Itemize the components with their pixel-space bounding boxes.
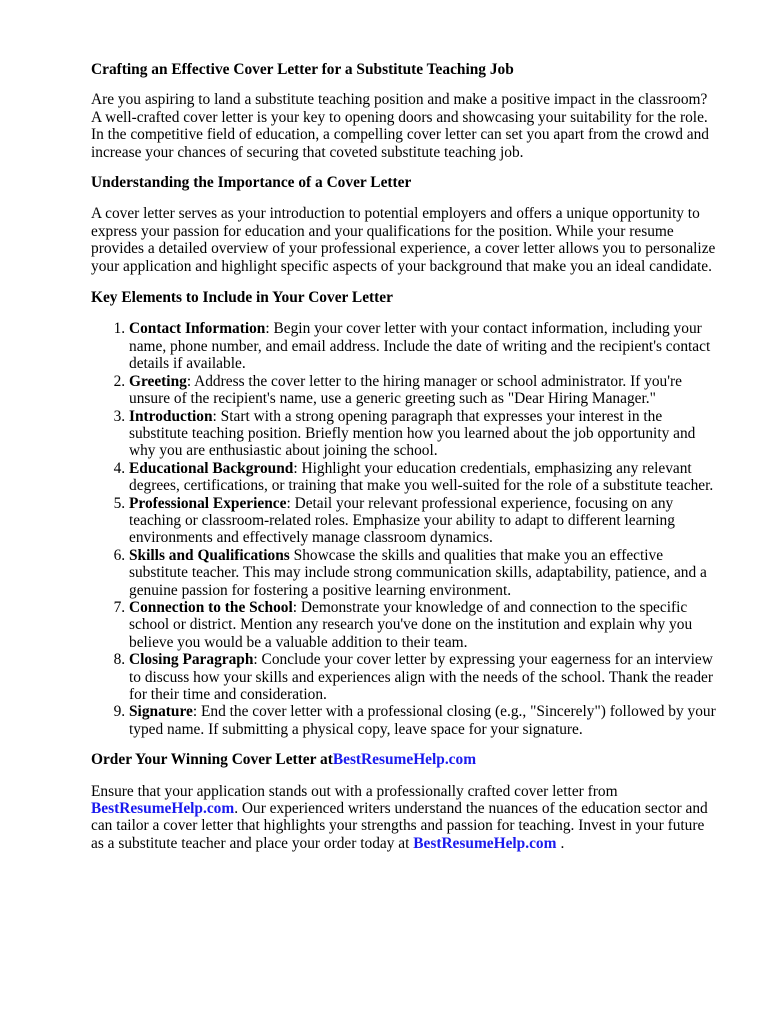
order-heading-link[interactable]: BestResumeHelp.com (332, 751, 477, 769)
list-item-sep: : (292, 598, 298, 616)
list-item-sep: : (293, 459, 298, 477)
intro-paragraph: Are you aspiring to land a substitute teaching position and make a positive impact in the classroom? A well-crafted cover letter is your key to opening doors and showcasing your suitability for the role. In the competitive field of education, a compelling cover letter can set you apart from the crowd and increase your chances of securing that coveted substitute teaching job. (91, 91, 709, 161)
list-item (129, 320, 718, 372)
list-item-text: Highlight your education credentials, emphasizing any relevant degrees, certifications, or training that make you well-suited for the role of a substitute teacher. (129, 459, 714, 495)
document-title: Crafting an Effective Cover Letter for a Substitute Teaching Job (91, 61, 514, 78)
list-item (129, 599, 718, 651)
list-item-term: Skills and Qualifications (129, 546, 290, 564)
list-item (129, 408, 718, 460)
closing-text-1: Ensure that your application stands out with a professionally crafted cover letter from (91, 782, 618, 800)
list-item-sep: : (192, 703, 198, 721)
list-item-text: Showcase the skills and qualities that make you an effective substitute teacher. This may include strong communication skills, adaptability, patience, and a genuine passion for fostering a positive learning environment. (129, 546, 707, 599)
list-item-sep: : (286, 494, 291, 512)
closing-link-1[interactable]: BestResumeHelp.com (91, 800, 235, 818)
list-item (129, 547, 718, 599)
list-item-text: Detail your relevant professional experience, focusing on any teaching or classroom-related roles. Emphasize your ability to adapt to different learning environments and effectively manage classroom dynamics. (129, 494, 675, 547)
list-item (129, 651, 718, 703)
list-item-text: Start with a strong opening paragraph that expresses your interest in the substitute teaching position. Briefly mention how you learned about the job opportunity and why you are enthusiastic about joining the school. (129, 407, 696, 460)
list-item-text: Begin your cover letter with your contact information, including your name, phone number, and email address. Include the date of writing and the recipient's contact details if available. (129, 320, 711, 373)
list-item-sep: : (212, 407, 217, 425)
list-item-text: Conclude your cover letter by expressing your eagerness for an interview to discuss how your skills and experiences align with the needs of the school. Thank the reader for their time and consideration. (129, 651, 713, 703)
list-item-sep: : (253, 651, 258, 669)
list-item-term: Professional Experience (129, 494, 287, 512)
closing-link-2[interactable]: BestResumeHelp.com (413, 834, 557, 852)
order-heading (91, 751, 718, 768)
list-item (129, 495, 718, 547)
elements-list (91, 320, 718, 738)
closing-paragraph (91, 783, 718, 853)
list-item (129, 703, 718, 738)
list-item-text: Demonstrate your knowledge of and connection to the specific school or district. Mention any research you've done on the institution and explain why you believe you would be a valuable addition to their team. (129, 598, 693, 651)
list-item-sep: : (265, 320, 270, 338)
list-item-term: Connection to the School (129, 598, 293, 616)
list-item-term: Introduction (129, 407, 213, 425)
list-item-text: Address the cover letter to the hiring manager or school administrator. If you're unsure of the recipient's name, use a generic greeting such as "Dear Hiring Manager." (129, 372, 682, 408)
list-item (129, 373, 718, 408)
list-item-term: Signature (129, 703, 193, 721)
list-item (129, 460, 718, 495)
list-item-term: Greeting (129, 372, 187, 390)
order-heading-text: Order Your Winning Cover Letter at (91, 751, 333, 769)
list-item-term: Contact Information (129, 320, 266, 338)
closing-text-2: . Our experienced writers understand the nuances of the education sector and can tailor a cover letter that highlights your strengths and passion for teaching. Invest in your future as a substitute teacher and place your order today at (91, 800, 708, 852)
list-item-text: End the cover letter with a professional closing (e.g., "Sincerely") followed by your typed name. If submitting a physical copy, leave space for your signature. (129, 703, 716, 738)
list-item-term: Educational Background (129, 459, 294, 477)
importance-heading: Understanding the Importance of a Cover Letter (91, 174, 412, 192)
list-item-term: Closing Paragraph (129, 651, 254, 669)
closing-text-3: . (560, 834, 565, 852)
list-item-sep: : (186, 372, 192, 390)
importance-paragraph: A cover letter serves as your introduction to potential employers and offers a unique opportunity to express your passion for education and your qualifications for the position. While your resume provides a detailed overview of your professional experience, a cover letter allows you to personalize your application and highlight specific aspects of your background that make you an ideal candidate. (91, 205, 716, 275)
elements-heading: Key Elements to Include in Your Cover Letter (91, 289, 393, 307)
